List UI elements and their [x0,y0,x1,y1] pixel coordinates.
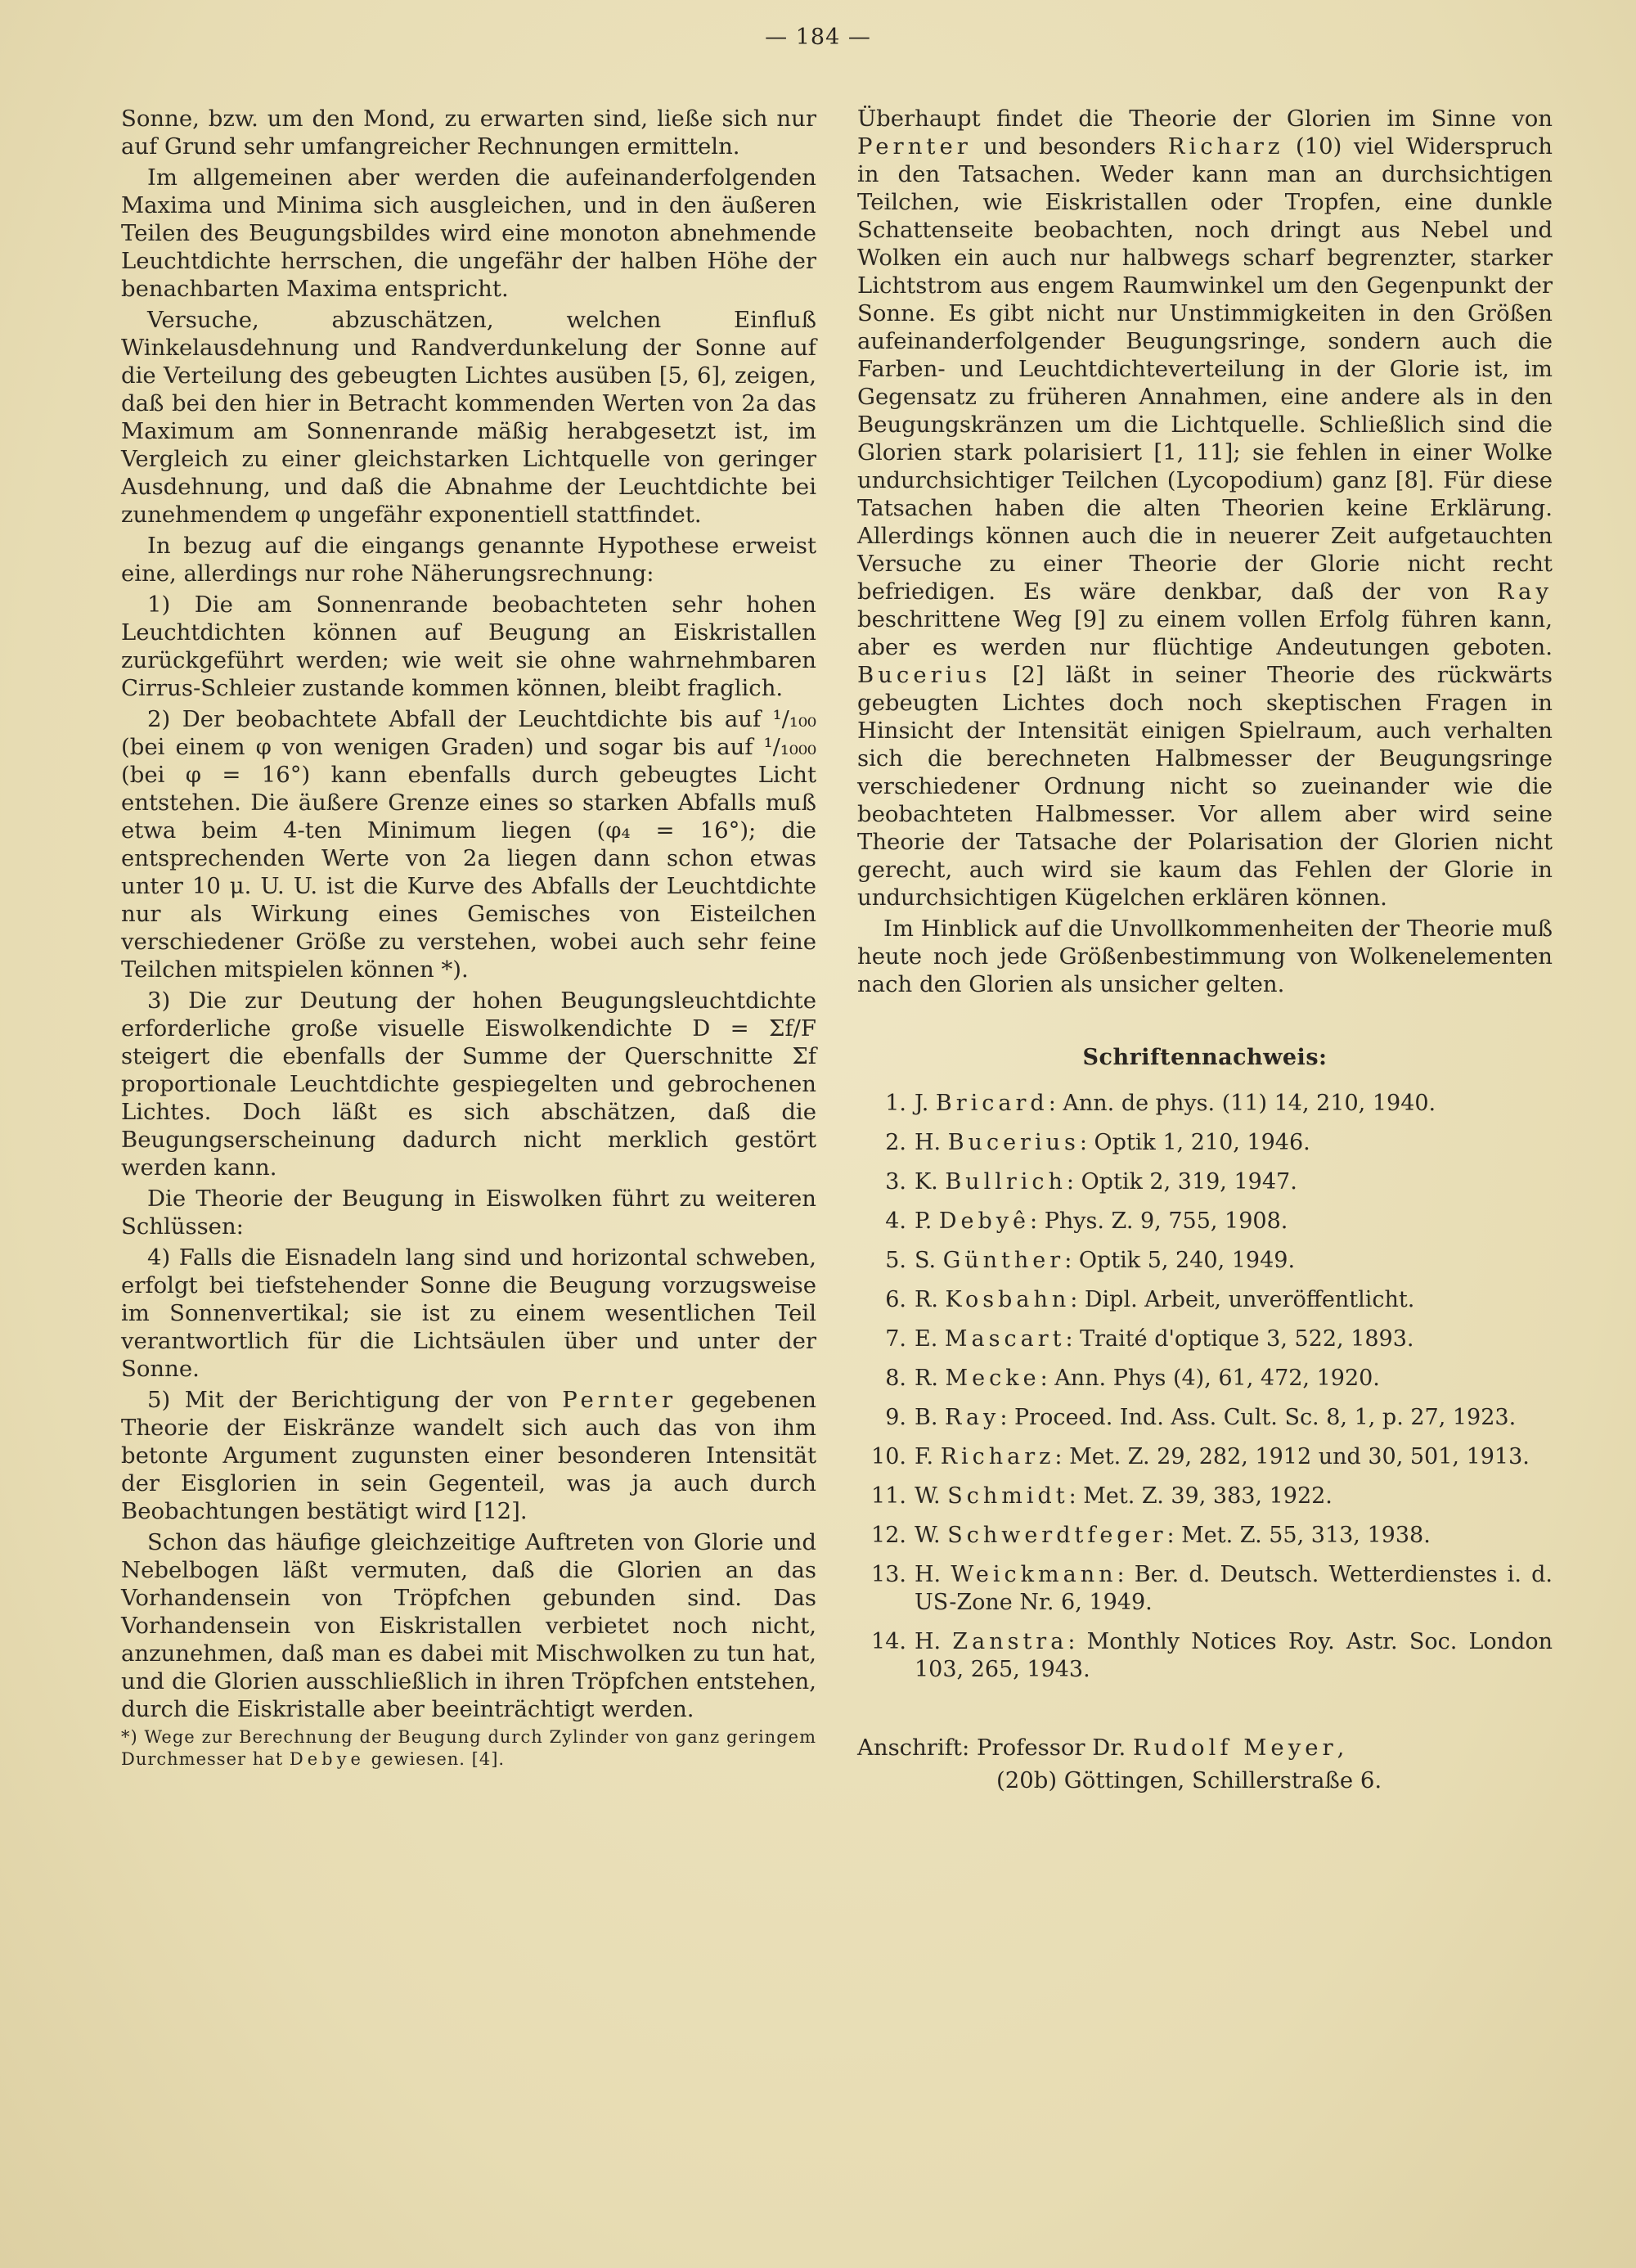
author-name-ray: Ray [1496,578,1553,605]
address-line-1: Anschrift: Professor Dr. Rudolf Meyer, [857,1735,1345,1761]
left-column [121,105,816,1774]
author-address [857,1731,1553,1797]
paragraph-continuation: Sonne, bzw. um den Mond, zu erwarten sind, ließe sich nur auf Grund sehr umfangreicher Rechnungen ermitteln. [121,106,816,160]
reference-item: 4. P. Debyê: Phys. Z. 9, 755, 1908. [885,1208,1288,1234]
reference-item: 5. S. Günther: Optik 5, 240, 1949. [885,1248,1296,1273]
footnote: *) Wege zur Berechnung der Beugung durch Zylinder von ganz geringem Durchmesser hat Debye gewiesen. [4]. [121,1727,816,1769]
references-heading: Schriftennachweis: [1082,1045,1328,1070]
reference-item: 8. R. Mecke: Ann. Phys (4), 61, 472, 1920. [885,1366,1380,1391]
paragraph-point-4: 4) Falls die Eisnadeln lang sind und horizontal schweben, erfolgt bei tiefstehender Sonne die Beugung vorzugsweise im Sonnenvertikal; sie ist zu einem wesentlichen Teil verantwortlich für die Lichtsäulen über und unter der Sonne. [121,1244,816,1382]
right-column [857,105,1553,1797]
author-name-meyer: Rudolf Meyer [1132,1735,1337,1761]
reference-item: 7. E. Mascart: Traité d'optique 3, 522, 1893. [885,1326,1414,1352]
paragraph-winkelausdehnung: Versuche, abzuschätzen, welchen Einfluß Winkelausdehnung und Randverdunkelung der Sonne auf die Verteilung des gebeugten Lichtes ausüben [5, 6], zeigen, daß bei den hier in Betracht kommenden Werten von 2a das Maximum am Sonnenrande mäßig herabgesetzt ist, im Vergleich zu einer gleichstarken Lichtquelle von geringer Ausdehnung, und daß die Abnahme der Leuchtdichte bei zunehmendem φ ungefähr exponentiell stattfindet. [121,307,816,528]
author-name-debye: Debye [289,1749,365,1769]
paragraph-point-2: 2) Der beobachtete Abfall der Leuchtdichte bis auf ¹/₁₀₀ (bei einem φ von wenigen Graden) und sogar bis auf ¹/₁₀₀₀ (bei φ = 16°) kann ebenfalls durch gebeugtes Licht entstehen. Die äußere Grenze eines so starken Abfalls muß etwa beim 4-ten Minimum liegen (φ₄ = 16°); die entsprechenden Werte von 2a liegen dann schon etwas unter 10 μ. U. U. ist die Kurve des Abfalls der Leuchtdichte nur als Wirkung eines Gemisches von Eisteilchen verschiedener Größe zu verstehen, wobei auch sehr feine Teilchen mitspielen können *). [121,706,816,983]
author-name-pernter: Pernter [562,1387,677,1413]
paragraph-glorie-nebelbogen: Schon das häufige gleichzeitige Auftreten von Glorie und Nebelbogen läßt vermuten, daß die Glorien an das Vorhandensein von Tröpfchen gebunden sind. Das Vorhandensein von Eiskristallen verbietet noch nicht, anzunehmen, daß man es dabei mit Mischwolken zu tun hat, und die Glorien ausschließlich in ihren Tröpfchen entstehen, durch die Eiskristalle aber beeinträchtigt werden. [121,1529,816,1722]
paragraph-maxima-minima: Im allgemeinen aber werden die aufeinanderfolgenden Maxima und Minima sich ausgleichen, und in den äußeren Teilen des Beugungsbildes wird eine monoton abnehmende Leuchtdichte herrschen, die ungefähr der halben Höhe der benachbarten Maxima entspricht. [121,164,816,302]
page-number: — 184 — [765,25,871,50]
reference-list [857,1090,1553,1684]
reference-item: 9. B. Ray: Proceed. Ind. Ass. Cult. Sc. 8, 1, p. 27, 1923. [885,1405,1517,1430]
reference-item: 6. R. Kosbahn: Dipl. Arbeit, unveröffentlicht. [885,1287,1415,1312]
paragraph-point-5: 5) Mit der Berichtigung der von Pernter gegebenen Theorie der Eiskränze wandelt sich auch das von ihm betonte Argument zugunsten einer besonderen Intensität der Eisglorien in sein Gegenteil, was ja auch durch Beobachtungen bestätigt wird [12]. [121,1387,816,1524]
reference-item: 14. H. Zanstra: Monthly Notices Roy. Astr. Soc. London 103, 265, 1943. [871,1629,1553,1682]
author-name-richarz: Richarz [1167,133,1284,160]
paragraph-point-1: 1) Die am Sonnenrande beobachteten sehr hohen Leuchtdichten können auf Beugung an Eiskristallen zurückgeführt werden; wie weit sie ohne wahrnehmbaren Cirrus-Schleier zustande kommen können, bleibt fraglich. [121,592,816,701]
reference-item: 11. W. Schmidt: Met. Z. 39, 383, 1922. [871,1483,1333,1509]
author-name-bucerius: Bucerius [857,662,991,688]
paragraph-theorie-schluesse: Die Theorie der Beugung in Eiswolken führt zu weiteren Schlüssen: [121,1186,816,1240]
reference-item: 2. H. Bucerius: Optik 1, 210, 1946. [885,1130,1310,1155]
reference-item: 3. K. Bullrich: Optik 2, 319, 1947. [885,1169,1297,1195]
author-name-pernter-2: Pernter [857,133,972,160]
paragraph-unvollkommenheiten: Im Hinblick auf die Unvollkommenheiten der Theorie muß heute noch jede Größenbestimmung von Wolkenelementen nach den Glorien als unsicher gelten. [857,916,1553,997]
reference-item: 10. F. Richarz: Met. Z. 29, 282, 1912 und 30, 501, 1913. [871,1444,1530,1469]
paragraph-point-3: 3) Die zur Deutung der hohen Beugungsleuchtdichte erforderliche große visuelle Eiswolkendichte D = Σf/F steigert die ebenfalls der Summe der Querschnitte Σf proportionale Leuchtdichte gespiegelten und gebrochenen Lichtes. Doch läßt es sich abschätzen, daß die Beugungserscheinung dadurch nicht merklich gestört werden kann. [121,988,816,1181]
reference-item: 1. J. Bricard: Ann. de phys. (11) 14, 210, 1940. [885,1091,1436,1116]
reference-item: 13. H. Weickmann: Ber. d. Deutsch. Wetterdienstes i. d. US-Zone Nr. 6, 1949. [871,1562,1553,1615]
address-line-2: (20b) Göttingen, Schillerstraße 6. [996,1767,1382,1793]
paragraph-glorien-theorie: Überhaupt findet die Theorie der Glorien im Sinne von Pernter und besonders Richarz (10) viel Widerspruch in den Tatsachen. Weder kann man an durchsichtigen Teilchen, wie Eiskristallen oder Tropfen, eine dunkle Schattenseite beobachten, noch dringt aus Nebel und Wolken ein auch nur halbwegs scharf begrenzter, starker Lichtstrom aus engem Raumwinkel um den Gegenpunkt der Sonne. Es gibt nicht nur Unstimmigkeiten in den Größen aufeinanderfolgender Beugungsringe, sondern auch die Farben- und Leuchtdichteverteilung in der Glorie ist, im Gegensatz zu früheren Annahmen, eine andere als in den Beugungskränzen um die Lichtquelle. Schließlich sind die Glorien stark polarisiert [1, 11]; sie fehlen in einer Wolke undurchsichtiger Teilchen (Lycopodium) ganz [8]. Für diese Tatsachen haben die alten Theorien keine Erklärung. Allerdings können auch die in neuerer Zeit aufgetauchten Versuche zu einer Theorie der Glorie nicht recht befriedigen. Es wäre denkbar, daß der von Ray beschrittene Weg [9] zu einem vollen Erfolg führen kann, aber es werden nur flüchtige Andeutungen geboten. Bucerius [2] läßt in seiner Theorie des rückwärts gebeugten Lichtes doch noch skeptischen Fragen in Hinsicht der Intensität einigen Spielraum, auch verhalten sich die berechneten Halbmesser der Beugungsringe verschiedener Ordnung nicht so zueinander wie die beobachteten Halbmesser. Vor allem aber wird seine Theorie der Tatsache der Polarisation der Glorien nicht gerecht, auch wird sie kaum das Fehlen der Glorie in undurchsichtigen Kügelchen erklären können. [857,106,1553,911]
reference-item: 12. W. Schwerdtfeger: Met. Z. 55, 313, 1938. [871,1523,1431,1548]
paragraph-hypothese: In bezug auf die eingangs genannte Hypothese erweist eine, allerdings nur rohe Näherungsrechnung: [121,533,816,587]
